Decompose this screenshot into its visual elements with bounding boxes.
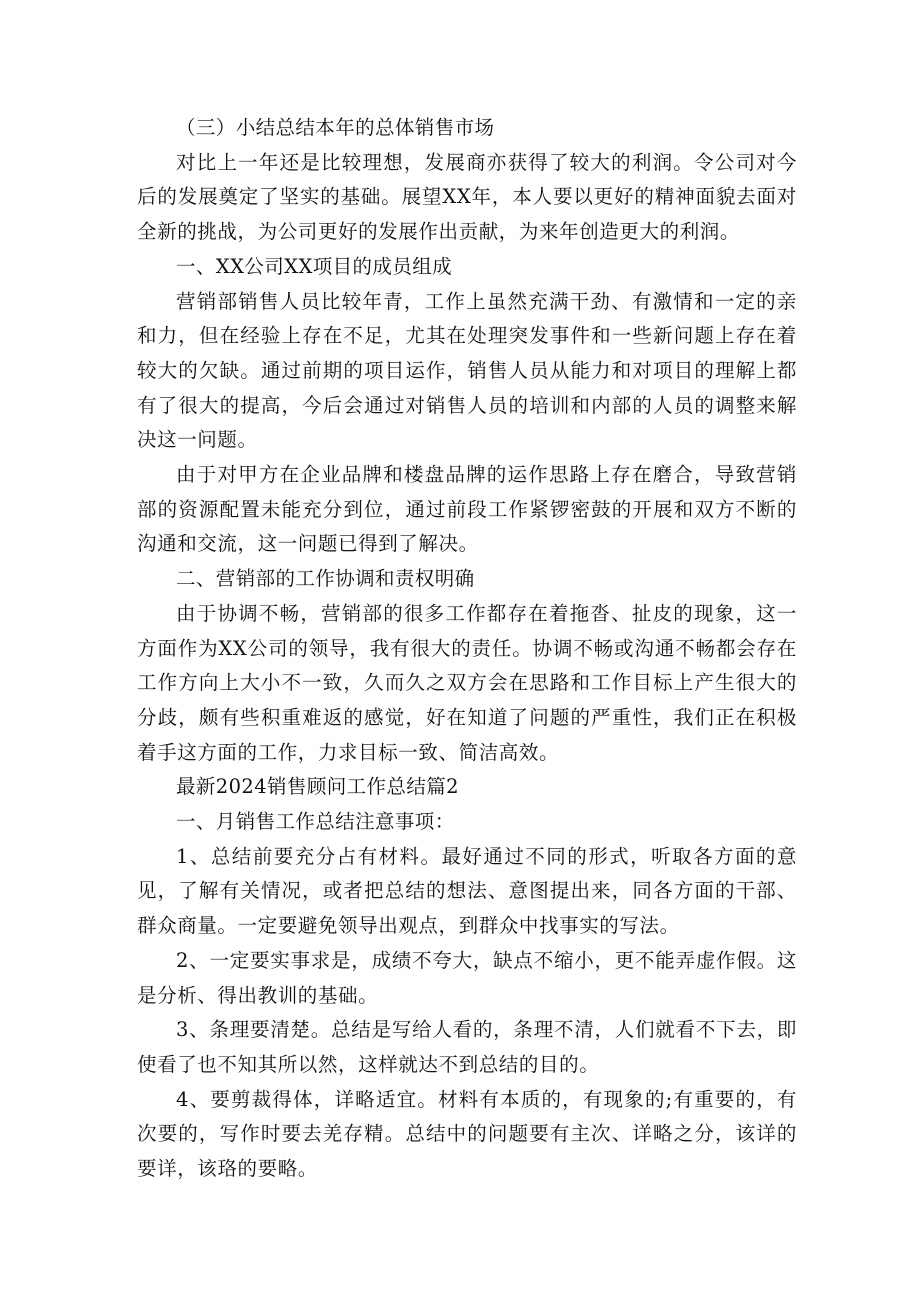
paragraph-coordination-issues: 由于协调不畅，营销部的很多工作都存在着拖沓、扯皮的现象，这一方面作为XX公司的领导，我有很大的责任。协调不畅或沟通不畅都会存在工作方向上大小不一致，久而久之双方会在思路和工作目标上产生很大的分歧，颇有些积重难返的感觉，好在知道了问题的严重性，我们正在积极着手这方面的工作，力求目标一致、简洁高效。 <box>137 601 797 764</box>
article-title-part2: 最新2024销售顾问工作总结篇2 <box>176 775 459 799</box>
section-heading-team-composition: 一、XX公司XX项目的成员组成 <box>176 254 453 278</box>
section-heading-monthly-notes: 一、月销售工作总结注意事项： <box>176 810 455 834</box>
list-item-note-1: 1、总结前要充分占有材料。最好通过不同的形式，听取各方面的意见，了解有关情况，或者把总结的想法、意图提出来，同各方面的干部、群众商量。一定要避免领导出观点，到群众中找事实的写法。 <box>137 844 797 938</box>
list-item-note-4: 4、要剪裁得体，详略适宜。材料有本质的，有现象的;有重要的，有次要的，写作时要去羌存精。总结中的问题要有主次、详略之分，该详的要详，该珞的要略。 <box>137 1087 797 1181</box>
paragraph-summary-comparison: 对比上一年还是比较理想，发展商亦获得了较大的利润。令公司对今后的发展奠定了坚实的基础。展望XX年，本人要以更好的精神面貌去面对全新的挑战，为公司更好的发展作出贡献，为来年创造更大的利润。 <box>137 150 797 244</box>
list-item-note-3: 3、条理要清楚。总结是写给人看的，条理不清，人们就看不下去，即使看了也不知其所以然，这样就达不到总结的目的。 <box>137 1018 797 1076</box>
paragraph-sales-staff: 营销部销售人员比较年青，工作上虽然充满干劲、有激情和一定的亲和力，但在经验上存在不足，尤其在处理突发事件和一些新问题上存在着较大的欠缺。通过前期的项目运作，销售人员从能力和对项目的理解上都有了很大的提高，今后会通过对销售人员的培训和内部的人员的调整来解决这一问题。 <box>137 289 797 452</box>
paragraph-brand-coordination: 由于对甲方在企业品牌和楼盘品牌的运作思路上存在磨合，导致营销部的资源配置未能充分到位，通过前段工作紧锣密鼓的开展和双方不断的沟通和交流，这一问题已得到了解决。 <box>137 463 797 556</box>
section-heading-summary: （三）小结总结本年的总体销售市场 <box>176 116 495 139</box>
list-item-note-2: 2、一定要实事求是，成绩不夸大，缺点不缩小，更不能弄虚作假。这是分析、得出教训的基础。 <box>137 948 797 1007</box>
document-body <box>137 111 797 1187</box>
section-heading-work-coordination: 二、营销部的工作协调和责权明确 <box>176 567 475 591</box>
